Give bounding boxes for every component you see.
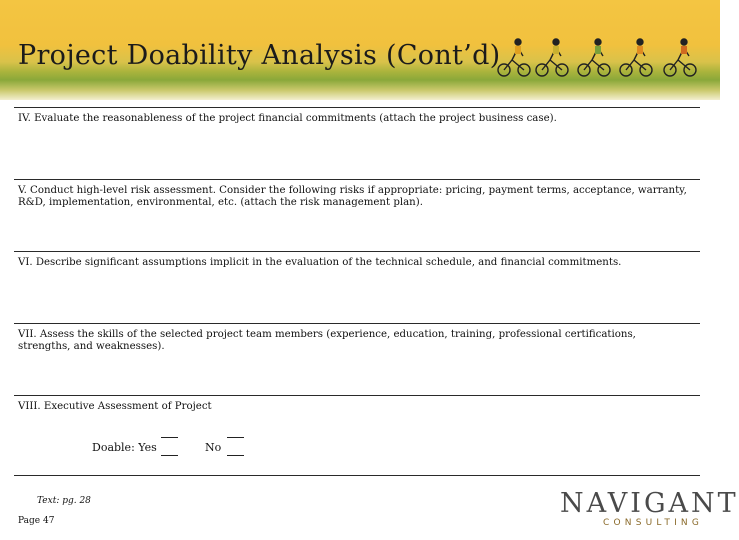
section-divider	[14, 395, 700, 396]
yes-blank-top[interactable]	[161, 437, 178, 438]
text-reference: Text: pg. 28	[37, 496, 91, 506]
no-blank-top[interactable]	[227, 437, 244, 438]
yes-blank-bottom[interactable]	[161, 455, 178, 456]
section-divider	[14, 323, 700, 324]
section-viii-text: VIII. Executive Assessment of Project	[18, 401, 212, 412]
page-title: Project Doability Analysis (Cont’d)	[18, 40, 501, 71]
section-iv-text: IV. Evaluate the reasonableness of the project financial commitments (attach the project business case).	[18, 113, 557, 124]
section-divider	[14, 179, 700, 180]
section-vi-text: VI. Describe significant assumptions implicit in the evaluation of the technical schedule, and financial commitments.	[18, 257, 622, 268]
section-divider	[14, 251, 700, 252]
navigant-logo	[560, 488, 739, 532]
page-number: Page 47	[18, 516, 55, 526]
logo-subtitle: CONSULTING	[603, 518, 704, 528]
doable-no-label: No	[205, 441, 222, 454]
logo-wordmark: NAVIGANT	[560, 488, 739, 519]
header-banner	[0, 0, 720, 100]
section-vii-text: VII. Assess the skills of the selected project team members (experience, education, training, professional certifications, strengths, and weaknesses).	[18, 329, 636, 352]
section-divider	[14, 107, 700, 108]
doable-yes-label: Doable: Yes	[92, 441, 157, 454]
no-blank-bottom[interactable]	[227, 455, 244, 456]
cyclists-illustration	[496, 34, 710, 82]
section-v-text: V. Conduct high-level risk assessment. Consider the following risks if appropriate: pricing, payment terms, acceptance, warranty, R&D, implementation, environmental, etc. (attach the risk management plan).	[18, 185, 687, 208]
section-divider	[14, 475, 700, 476]
